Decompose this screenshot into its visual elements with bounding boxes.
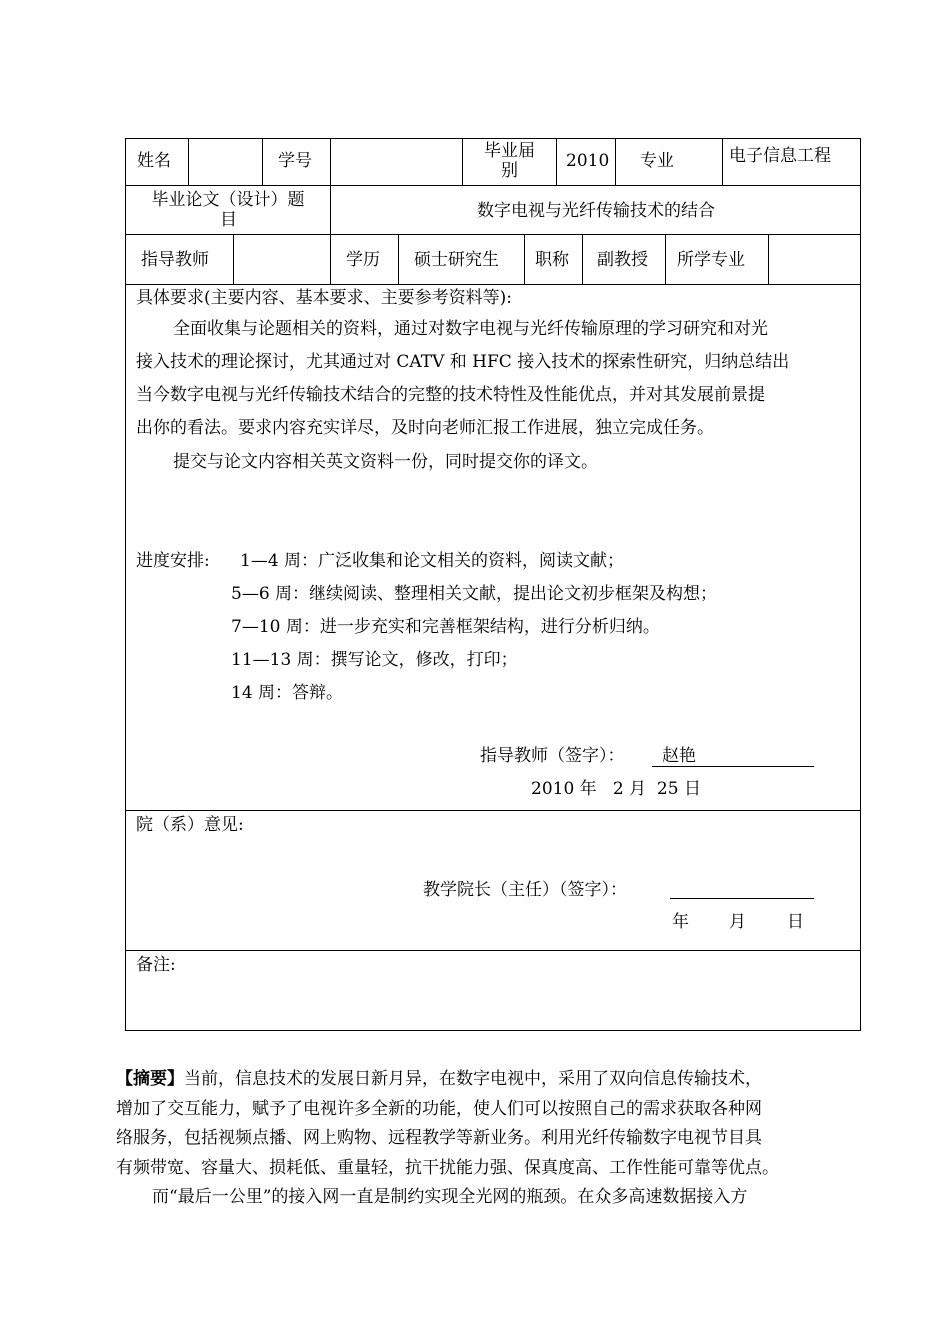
thesis-title: 数字电视与光纤传输技术的结合 [477, 201, 715, 221]
advisor-signature-label: 指导教师（签字）： [480, 746, 625, 766]
schedule-item: 5—6 周：继续阅读、整理相关文献，提出论文初步框架及构想； [231, 584, 718, 604]
abstract-heading: 【摘要】 [116, 1069, 184, 1089]
requirements-line: 接入技术的理论探讨，尤其通过对 CATV 和 HFC 接入技术的探索性研究，归纳总结出 [136, 352, 790, 372]
rank-label: 职称 [535, 250, 569, 270]
col-divider [615, 138, 616, 185]
col-divider [665, 234, 666, 284]
row-divider [125, 185, 861, 186]
abstract-line: 增加了交互能力，赋予了电视许多全新的功能，使人们可以按照自己的需求获取各种网 [116, 1099, 762, 1119]
advisor-label: 指导教师 [141, 250, 209, 270]
abstract-line: 络服务，包括视频点播、网上购物、远程教学等新业务。利用光纤传输数字电视节目具 [116, 1128, 762, 1148]
requirements-line: 出你的看法。要求内容充实详尽，及时向老师汇报工作进展，独立完成任务。 [136, 418, 714, 438]
schedule-item: 11—13 周：撰写论文，修改，打印； [231, 650, 518, 670]
rank-value: 副教授 [597, 250, 648, 270]
grad-year-value: 2010 [566, 151, 610, 171]
col-divider [188, 138, 189, 185]
dept-opinion-label: 院（系）意见: [136, 815, 244, 835]
grad-year-label [463, 141, 556, 181]
requirements-line: 当今数字电视与光纤传输技术结合的完整的技术特性及性能优点，并对其发展前景提 [136, 385, 765, 405]
row-divider [125, 234, 861, 235]
dean-signature-label: 教学院长（主任）（签字）： [423, 880, 627, 900]
schedule-item: 14 周：答辩。 [231, 683, 344, 703]
col-divider [398, 234, 399, 284]
student-id-label: 学号 [278, 151, 312, 171]
abstract-text: 当前，信息技术的发展日新月异，在数字电视中，采用了双向信息传输技术， [184, 1069, 762, 1089]
col-divider [768, 234, 769, 284]
grad-year-label-line2: 别 [501, 161, 518, 181]
col-divider [556, 138, 557, 185]
col-divider [262, 138, 263, 185]
col-divider [524, 234, 525, 284]
requirements-heading: 具体要求(主要内容、基本要求、主要参考资料等): [136, 288, 512, 308]
major-value: 电子信息工程 [729, 146, 831, 166]
requirements-line: 提交与论文内容相关英文资料一份，同时提交你的译文。 [173, 452, 598, 472]
col-divider [233, 234, 234, 284]
schedule-item: 7—10 周：进一步充实和完善框架结构，进行分析归纳。 [231, 617, 660, 637]
dean-signature-line [670, 898, 814, 899]
abstract-line: 而“最后一公里”的接入网一直是制约实现全光网的瓶颈。在众多高速数据接入方 [152, 1187, 748, 1207]
schedule-item: 1—4 周：广泛收集和论文相关的资料，阅读文献； [240, 551, 625, 571]
remarks-label: 备注: [136, 955, 176, 975]
degree-value: 硕士研究生 [414, 250, 499, 270]
row-divider [125, 950, 861, 951]
col-divider [582, 234, 583, 284]
advisor-signature-name: 赵艳 [662, 746, 696, 766]
row-divider [125, 284, 861, 285]
col-divider [330, 138, 331, 185]
grad-year-label-line1: 毕业届 [484, 141, 535, 161]
advisor-signature-line [652, 766, 814, 767]
dept-date-month: 月 [729, 912, 746, 932]
thesis-title-label [126, 190, 330, 230]
major-label: 专业 [640, 151, 674, 171]
col-divider [330, 234, 331, 284]
thesis-title-label-line1: 毕业论文（设计）题 [151, 190, 305, 210]
name-label: 姓名 [137, 151, 171, 171]
dept-date-year: 年 [672, 912, 689, 932]
field-label: 所学专业 [677, 250, 745, 270]
requirements-line: 全面收集与论题相关的资料，通过对数字电视与光纤传输原理的学习研究和对光 [173, 319, 768, 339]
row-divider [125, 810, 861, 811]
abstract-line [116, 1065, 762, 1095]
col-divider [722, 138, 723, 185]
thesis-title-label-line2: 目 [220, 210, 237, 230]
advisor-signature-date: 2010 年 2 月 25 日 [531, 779, 701, 799]
abstract-line: 有频带宽、容量大、损耗低、重量轻，抗干扰能力强、保真度高、工作性能可靠等优点。 [116, 1158, 779, 1178]
schedule-label: 进度安排: [136, 551, 210, 571]
dept-date-day: 日 [787, 912, 804, 932]
degree-label: 学历 [346, 250, 380, 270]
